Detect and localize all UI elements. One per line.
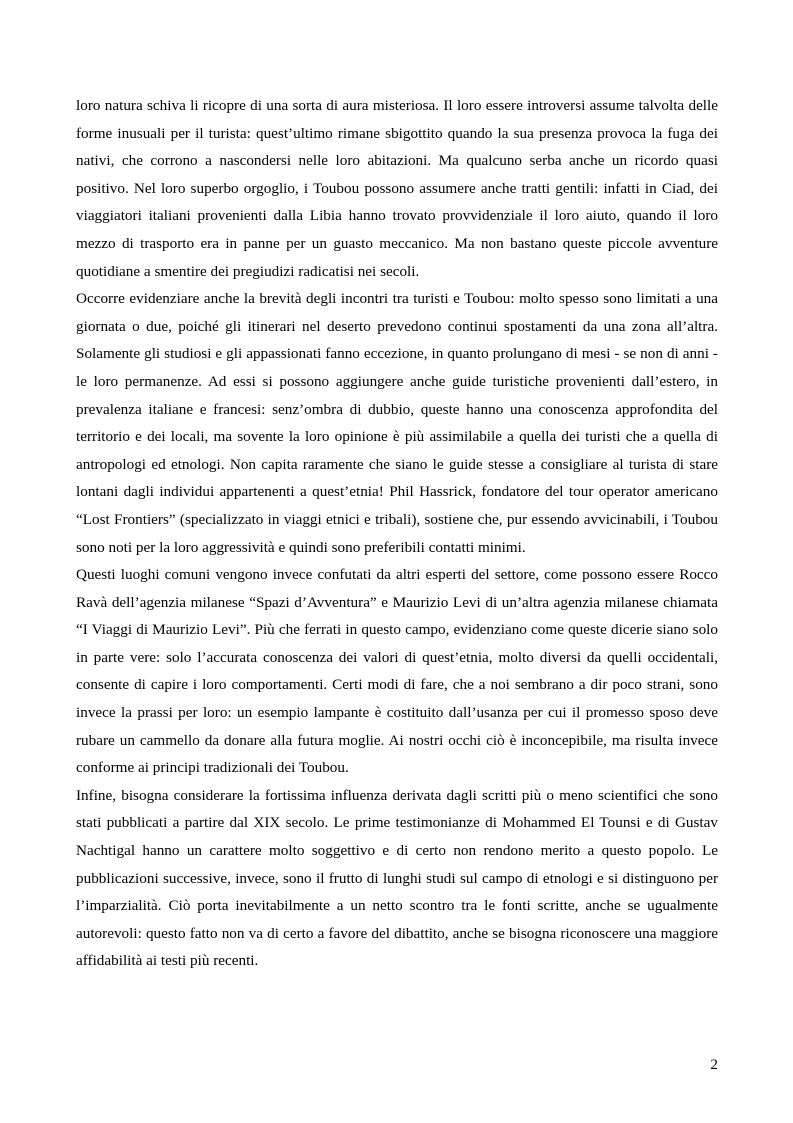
page-number: 2 — [710, 1056, 718, 1073]
body-paragraph-4: Infine, bisogna considerare la fortissima influenza derivata dagli scritti più o meno scientifici che sono stati pubblicati a partire dal XIX secolo. Le prime testimonianze di Mohammed El Tounsi e di Gustav Nachtigal hanno un carattere molto soggettivo e di certo non rendono merito a questo popolo. Le pubblicazioni successive, invece, sono il frutto di lunghi studi sul campo di etnologi e si distinguono per l’imparzialità. Ciò porta inevitabilmente a un netto scontro tra le fonti scritte, anche se ugualmente autorevoli: questo fatto non va di certo a favore del dibattito, anche se bisogna riconoscere una maggiore affidabilità ai testi più recenti. — [76, 786, 718, 970]
page-body — [76, 92, 718, 975]
body-paragraph-2: Occorre evidenziare anche la brevità degli incontri tra turisti e Toubou: molto spesso sono limitati a una giornata o due, poiché gli itinerari nel deserto prevedono continui spostamenti da una zona all’altra. Solamente gli studiosi e gli appassionati fanno eccezione, in quanto prolungano di mesi - se non di anni - le loro permanenze. Ad essi si possono aggiungere anche guide turistiche provenienti dall’estero, in prevalenza italiane e francesi: senz’ombra di dubbio, queste hanno una conoscenza approfondita del territorio e dei locali, ma sovente la loro opinione è più assimilabile a quella dei turisti che a quella di antropologi ed etnologi. Non capita raramente che siano le guide stesse a consigliare al turista di stare lontani dagli individui appartenenti a quest’etnia! Phil Hassrick, fondatore del tour operator americano “Lost Frontiers” (specializzato in viaggi etnici e tribali), sostiene che, pur essendo avvicinabili, i Toubou sono noti per la loro aggressività e quindi sono preferibili contatti minimi. — [76, 290, 718, 556]
body-paragraph-1: loro natura schiva li ricopre di una sorta di aura misteriosa. Il loro essere introversi assume talvolta delle forme inusuali per il turista: quest’ultimo rimane sbigottito quando la sua presenza provoca la fuga dei nativi, che corrono a nascondersi nelle loro abitazioni. Ma qualcuno serba anche un ricordo quasi positivo. Nel loro superbo orgoglio, i Toubou possono assumere anche tratti gentili: infatti in Ciad, dei viaggiatori italiani provenienti dalla Libia hanno trovato provvidenziale il loro aiuto, quando il loro mezzo di trasporto era in panne per un guasto meccanico. Ma non bastano queste piccole avventure quotidiane a smentire dei pregiudizi radicatisi nei secoli. — [76, 97, 718, 280]
body-paragraph-3: Questi luoghi comuni vengono invece confutati da altri esperti del settore, come possono essere Rocco Ravà dell’agenzia milanese “Spazi d’Avventura” e Maurizio Levi di un’altra agenzia milanese chiamata “I Viaggi di Maurizio Levi”. Più che ferrati in questo campo, evidenziano come queste dicerie siano solo in parte vere: solo l’accurata conoscenza dei valori di quest’etnia, molto diversi da quelli occidentali, consente di capire i loro comportamenti. Certi modi di fare, che a noi sembrano a dir poco strani, sono invece la prassi per loro: un esempio lampante è costituito dall’usanza per cui il promesso sposo deve rubare un cammello da donare alla futura moglie. Ai nostri occhi ciò è inconcepibile, ma risulta invece conforme ai principi tradizionali dei Toubou. — [76, 566, 718, 777]
